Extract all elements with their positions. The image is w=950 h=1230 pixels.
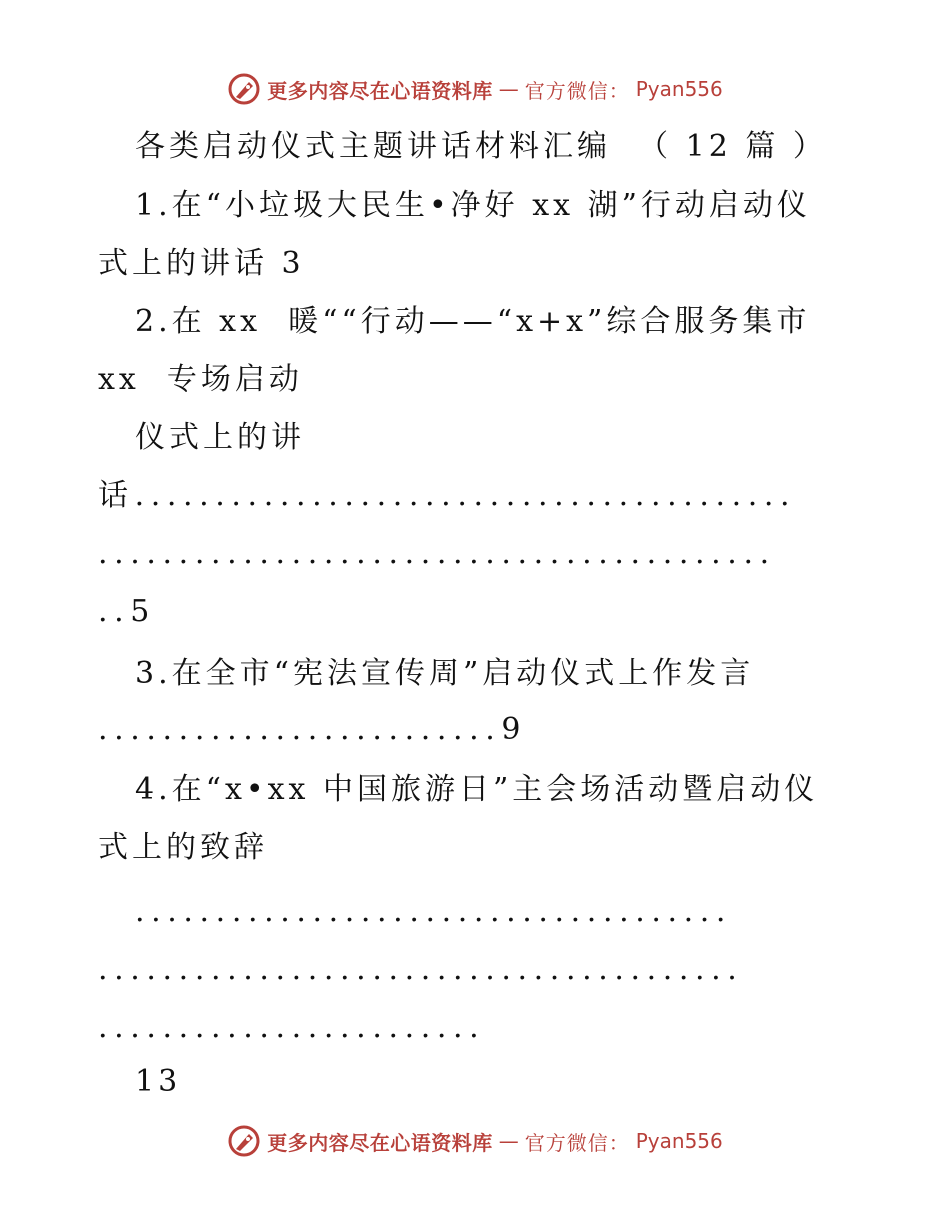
watermark-official-label: 官方微信： bbox=[524, 1130, 630, 1155]
watermark-brand: 更多内容尽在心语资料库 bbox=[267, 1130, 493, 1155]
toc-item-3-line-1: 3.在全市“宪法宣传周”启动仪式上作发言 bbox=[135, 656, 755, 691]
document-title: 各类启动仪式主题讲话材料汇编 （ 12 篇 ） bbox=[135, 129, 827, 164]
watermark-wechat-id: Pyan556 bbox=[635, 1129, 723, 1153]
toc-item-1-line-1: 1.在“小垃圾大民生•净好 xx 湖”行动启动仪 bbox=[135, 188, 811, 223]
watermark-wechat-id: Pyan556 bbox=[635, 77, 723, 101]
toc-item-4-page: 13 bbox=[135, 1064, 182, 1099]
watermark-dash: — bbox=[498, 1129, 519, 1153]
toc-item-2-line-3: 仪式上的讲 bbox=[135, 420, 305, 455]
toc-item-2-dots-2: .......................................... bbox=[98, 536, 776, 571]
toc-item-4-dots-3: ........................ bbox=[98, 1010, 486, 1045]
toc-item-3-dots: .........................9 bbox=[98, 712, 528, 747]
toc-item-4-dots-1: ..................................... bbox=[135, 894, 733, 929]
toc-item-2-dots-1: 话......................................... bbox=[98, 478, 797, 513]
footer-watermark bbox=[0, 1124, 950, 1158]
toc-item-2-line-2: xx 专场启动 bbox=[98, 362, 303, 397]
toc-item-4-line-2: 式上的致辞 bbox=[98, 830, 268, 865]
watermark-dash: — bbox=[498, 77, 519, 101]
watermark-official-label: 官方微信： bbox=[524, 78, 630, 103]
toc-item-1-line-2: 式上的讲话 3 bbox=[98, 246, 305, 281]
toc-item-2-page: ..5 bbox=[98, 594, 156, 629]
header-watermark bbox=[0, 72, 950, 106]
toc-item-4-dots-2: ........................................ bbox=[98, 952, 744, 987]
watermark-brand: 更多内容尽在心语资料库 bbox=[267, 78, 493, 103]
toc-item-2-line-1: 2.在 xx 暖““行动——“x+x”综合服务集市 bbox=[135, 304, 811, 339]
pen-nib-logo-icon bbox=[227, 1124, 261, 1158]
pen-nib-logo-icon bbox=[227, 72, 261, 106]
toc-item-4-line-1: 4.在“x•xx 中国旅游日”主会场活动暨启动仪 bbox=[135, 772, 819, 807]
